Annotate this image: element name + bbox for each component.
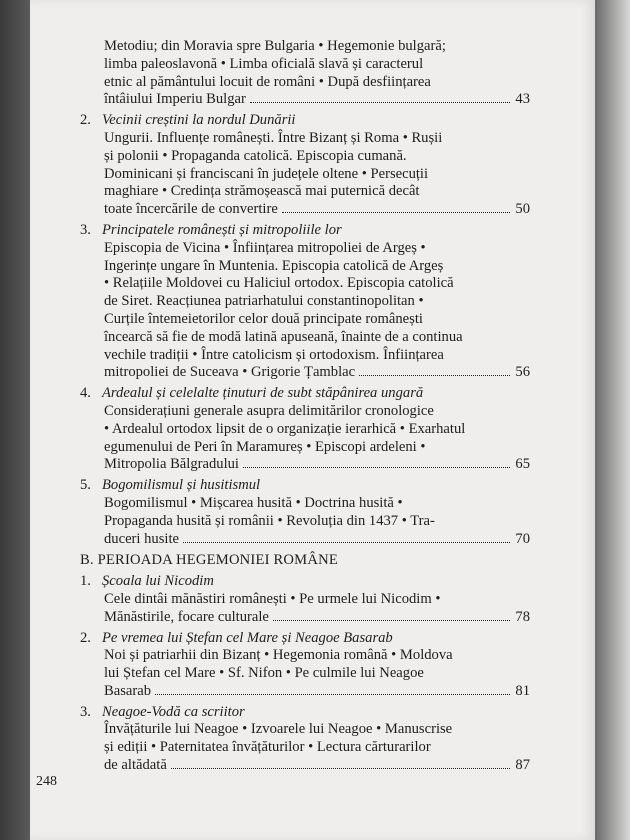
entry-line: întâiului Imperiu Bulgar [104,91,246,108]
entry-line: egumenului de Peri în Maramureș • Episcopi ardeleni • [104,438,426,455]
entry-title [80,573,530,591]
page-ref: 50 [515,201,530,218]
entry-line: de altădată [104,757,167,774]
entry-line: • Relațiile Moldovei cu Haliciul ortodox. Episcopia catolică [104,275,454,292]
entry-description [80,130,530,219]
entry-title-text: Ardealul și celelalte ținuturi de subt stăpânirea ungară [102,385,424,402]
entry-description [80,240,530,382]
entry-title [80,477,530,495]
entry-last-line [104,364,530,382]
toc-entry [80,630,530,701]
entry-number: 3. [80,703,91,720]
entry-title-text: Bogomilismul și husitismul [102,477,261,494]
entry-title [80,630,530,648]
entry-line: duceri husite [104,530,179,547]
entry-title-text: Pe vremea lui Ștefan cel Mare și Neagoe Basarab [102,629,393,646]
toc-entry [80,704,530,775]
page-ref: 65 [515,456,530,473]
page-ref: 87 [515,757,530,774]
entry-line: • Ardealul ortodox lipsit de o organizație ierarhică • Exarhatul [104,420,466,437]
dot-leader [359,375,510,376]
page-ref: 78 [515,608,530,625]
entry-description [80,591,530,627]
entry-last-line [104,91,530,109]
entry-description [80,403,530,474]
toc-entry [80,222,530,382]
toc-entry-continued [80,38,530,109]
entry-number: 2. [80,629,91,646]
page-edge [595,0,630,840]
page-ref: 70 [515,530,530,547]
entry-title-text: Neagoe-Vodă ca scriitor [102,703,245,720]
toc-entry [80,477,530,548]
entry-title-text: Vecinii creștini la nordul Dunării [102,112,296,129]
entry-line: Ingerințe ungare în Muntenia. Episcopia catolică de Argeș [104,257,444,274]
entry-line: Noi și patriarhii din Bizanț • Hegemonia română • Moldova [104,647,453,664]
entry-line: lui Ștefan cel Mare • Sf. Nifon • Pe culmile lui Neagoe [104,665,424,682]
dot-leader [282,212,510,213]
entry-line: Basarab [104,682,152,699]
entry-last-line [104,757,530,775]
entry-line: vechile tradiții • Între catolicism și ortodoxism. Înființarea [104,346,444,363]
entry-line: și ediții • Paternitatea învățăturilor • Lectura cărturarilor [104,739,431,756]
entry-line: limba paleoslavonă • Limba oficială slavă și caracterul [104,55,424,72]
dot-leader [273,620,510,621]
entry-number: 4. [80,385,91,402]
entry-number: 5. [80,477,91,494]
entry-line: Dominicani și franciscani în județele oltene • Persecuții [104,165,429,182]
table-of-contents [80,38,530,778]
entry-line: și polonii • Propaganda catolică. Episcopia cumană. [104,147,407,164]
entry-title [80,222,530,240]
entry-description [80,38,530,109]
entry-description [80,495,530,548]
entry-title-text: Școala lui Nicodim [102,573,214,590]
entry-line: Propaganda husită și românii • Revoluția din 1437 • Tra- [104,512,435,529]
section-heading: B. PERIOADA HEGEMONIEI ROMÂNE [80,552,338,569]
dot-leader [243,467,510,468]
entry-line: Mitropolia Bălgradului [104,456,239,473]
toc-entry [80,385,530,474]
entry-line: toate încercările de convertire [104,201,278,218]
entry-line: Cele dintâi mănăstiri românești • Pe urmele lui Nicodim • [104,590,441,607]
entry-last-line [104,683,530,701]
entry-last-line [104,201,530,219]
entry-number: 1. [80,573,91,590]
entry-title [80,704,530,722]
entry-line: Bogomilismul • Mișcarea husită • Doctrina husită • [104,494,403,511]
entry-number: 2. [80,112,91,129]
entry-line: Mănăstirile, focare culturale [104,608,269,625]
entry-line: de Siret. Reacțiunea patriarhatului constantinopolitan • [104,293,424,310]
entry-line: maghiare • Credința strămoșească mai puternică decât [104,183,420,200]
toc-entry [80,573,530,626]
entry-description [80,721,530,774]
dot-leader [183,542,510,543]
entry-line: Ungurii. Influențe românești. Între Bizanț și Roma • Rușii [104,129,443,146]
dot-leader [171,768,510,769]
entry-title [80,112,530,130]
entry-line: Curțile întemeietorilor celor două principate românești [104,310,423,327]
entry-number: 3. [80,221,91,238]
entry-line: Învățăturile lui Neagoe • Izvoarele lui Neagoe • Manuscrise [104,721,453,738]
toc-entry [80,112,530,219]
entry-line: Episcopia de Vicina • Înființarea mitropoliei de Argeș • [104,239,426,256]
entry-description [80,647,530,700]
dot-leader [155,694,510,695]
entry-last-line [104,456,530,474]
book-spine-shadow [0,0,30,840]
entry-title-text: Principatele românești și mitropoliile lor [102,221,342,238]
entry-line: etnic al pământului locuit de români • După desființarea [104,73,431,90]
entry-line: mitropoliei de Suceava • Grigorie Țamblac [104,364,356,381]
entry-title [80,385,530,403]
entry-last-line [104,531,530,549]
entry-line: Metodiu; din Moravia spre Bulgaria • Hegemonie bulgară; [104,38,446,54]
page-number: 248 [36,774,57,789]
page-ref: 56 [515,364,530,381]
entry-line: Considerațiuni generale asupra delimitărilor cronologice [104,402,434,419]
entry-last-line [104,609,530,627]
dot-leader [250,102,510,103]
page-ref: 43 [515,91,530,108]
page-ref: 81 [515,682,530,699]
entry-line: încearcă să fie de modă latină apuseană, înainte de a continua [104,328,463,345]
